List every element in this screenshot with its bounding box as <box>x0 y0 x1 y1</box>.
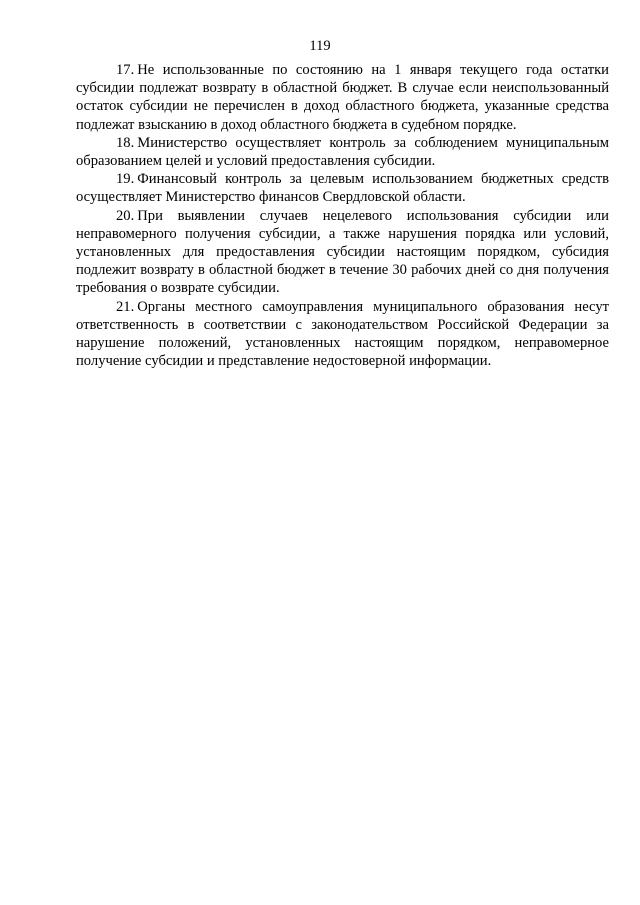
page-number: 119 <box>309 38 331 54</box>
paragraph-text: Не использованные по состоянию на 1 января текущего года остатки субсидии подлежат возврату в областной бюджет. В случае если неиспользованный остаток субсидии не перечислен в доход областного бюджета, указанные средства подлежат взысканию в доход областного бюджета в судебном порядке. <box>76 62 609 133</box>
paragraph-text: Министерство осуществляет контроль за соблюдением муниципальным образованием целей и условий предоставления субсидии. <box>76 134 609 170</box>
paragraph-number: 20. <box>116 207 135 224</box>
paragraph-text: При выявлении случаев нецелевого использования субсидии или неправомерного получения субсидии, а также нарушения порядка или условий, установленных для предоставления субсидии настоящим порядком, субсидия подлежит возврату в областной бюджет в течение 30 рабочих дней со дня получения требования о возврате субсидии. <box>76 207 609 297</box>
paragraph-17 <box>76 61 609 134</box>
paragraph-number: 19. <box>116 171 135 188</box>
paragraph-number: 17. <box>116 62 135 78</box>
paragraph-18 <box>76 134 609 170</box>
paragraph-21 <box>76 298 609 371</box>
paragraph-text: Органы местного самоуправления муниципального образования несут ответственность в соответствии с законодательством Российской Федерации за нарушение положений, установленных настоящим порядком, неправомерное получение субсидии и представление недостоверной информации. <box>76 298 609 370</box>
paragraph-number: 18. <box>116 134 135 151</box>
paragraph-19 <box>76 170 609 206</box>
paragraph-number: 21. <box>116 298 135 315</box>
document-body <box>76 61 609 370</box>
paragraph-20 <box>76 207 609 298</box>
paragraph-text: Финансовый контроль за целевым использованием бюджетных средств осуществляет Министерство финансов Свердловской области. <box>76 171 609 206</box>
